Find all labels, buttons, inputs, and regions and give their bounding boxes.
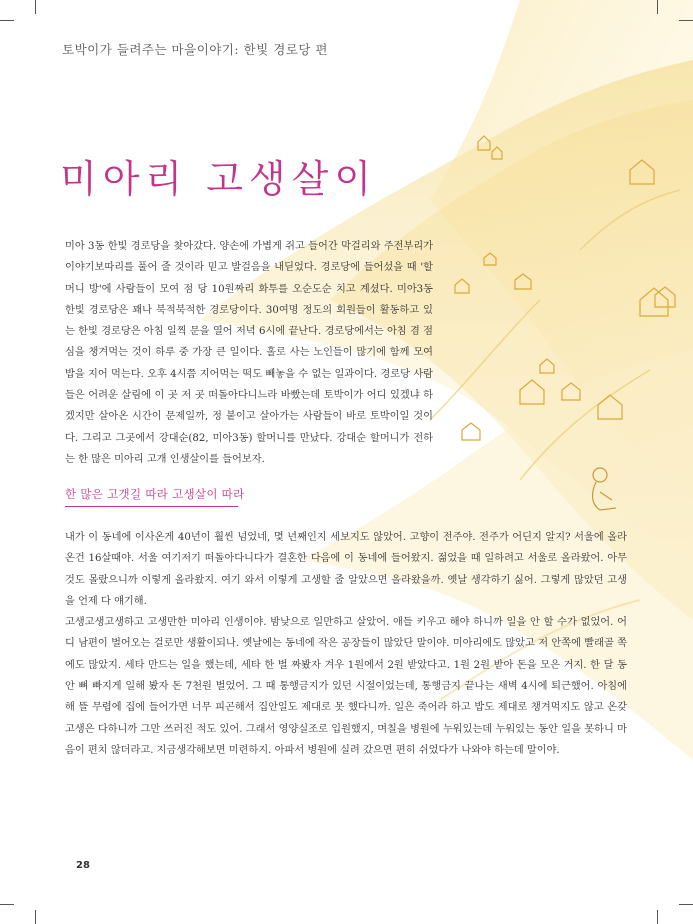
intro-paragraph: 미아 3동 한빛 경로당을 찾아갔다. 양손에 가볍게 쥐고 들어간 막걸리와 주전부리가 이야기보따리를 풀어 줄 것이라 믿고 발걸음을 내딛었다. 경로당에 들어섰을 때 '할머니 방'에 사람들이 모여 점 당 10원짜리 화투를 오순도순 치고 계셨다. 미아3동 한빛 경로당은 꽤나 북적북적한 경로당이다. 30여명 정도의 회원들이 활동하고 있는 한빛 경로당은 아침 일찍 문을 열어 저녁 6시에 끝난다. 경로당에서는 아침 겸 점심을 챙겨먹는 것이 하루 중 가장 큰 일이다. 홀로 사는 노인들이 많기에 함께 모여 밥을 지어 먹는다. 오후 4시쯤 지어먹는 떡도 빼놓을 수 없는 일과이다. 경로당 사람들은 어려운 살림에 이 곳 저 곳 떠돌아다니느라 바빴는데 토박이가 어디 있겠냐 하겠지만 살아온 시간이 문제일까, 정 붙이고 살아가는 사람들이 바로 토박이일 것이다. 그리고 그곳에서 강대순(82, 미아3동) 할머니를 만났다. 강대순 할머니가 전하는 한 많은 미아리 고개 인생살이를 들어보자. xyxy=(65,241,433,465)
crop-mark xyxy=(35,0,36,14)
section-underline xyxy=(65,506,238,507)
body-paragraph: 내가 이 동네에 이사온게 40년이 훨씬 넘었네, 몇 년째인지 세보지도 않았어. 고향이 전주야. 전주가 어딘지 알지? 서울에 올라온건 16살때야. 서울 여기저기 떠돌아다니다가 결혼한 다음에 이 동네에 들어왔지. 젊었을 때 일하려고 서울로 올라왔어. 아무것도 몰랐으니까 이렇게 올라왔지. 여기 와서 이렇게 고생할 줄 알았으면 올라왔을까. 옛날 생각하기 싫어. 그렇게 많았던 고생을 언제 다 얘기해. xyxy=(65,532,627,607)
crop-mark xyxy=(657,0,658,14)
crop-mark xyxy=(679,20,693,21)
page-number: 28 xyxy=(76,860,90,871)
body-paragraph: 고생고생고생하고 고생만한 미아리 인생이야. 밤낮으로 일만하고 살았어. 애들 키우고 해야 하니까 일을 안 할 수가 없었어. 어디 남편이 벌어오는 걸로만 생활이되나. 옛날에는 동네에 작은 공장들이 많았단 말이야. 미아리에도 많았고 저 안쪽에 빨래골 쪽에도 많았지. 세타 만드는 일을 했는데, 세타 한 벌 짜봤자 겨우 1원에서 2원 받았다고. 1원 2원 받아 돈을 모은 거지. 한 달 동안 뼈 빠지게 일해 봤자 돈 7천원 벌었어. 그 때 통행금지가 있던 시절이었는데, 통행금지 끝나는 새벽 4시에 퇴근했어. 아침에 해 뜰 무렵에 집에 들어가면 너무 피곤해서 집안일도 제대로 못 했다니까. 일은 죽어라 하고 밥도 제대로 챙겨먹지도 않고 온갖 고생은 다하니까 그만 쓰러진 적도 있어. 그래서 영양실조로 입원했지, 며칠을 병원에 누워있는데 누워있는 동안 일을 못하니 마음이 편치 않더라고. 지금생각해보면 미련하지. 아파서 병원에 실려 갔으면 편히 쉬었다가 나와야 하는데 말이야. xyxy=(65,617,627,756)
crop-mark xyxy=(657,910,658,924)
crop-mark xyxy=(35,910,36,924)
crop-mark xyxy=(0,904,14,905)
interview-body xyxy=(65,527,627,761)
section-title: 한 많은 고갯길 따라 고생살이 따라 xyxy=(65,487,245,501)
article-title: 미아리 고생살이 xyxy=(60,157,378,201)
crop-mark xyxy=(0,20,14,21)
crop-mark xyxy=(679,904,693,905)
series-header: 토박이가 들려주는 마을이야기: 한빛 경로당 편 xyxy=(62,42,329,57)
